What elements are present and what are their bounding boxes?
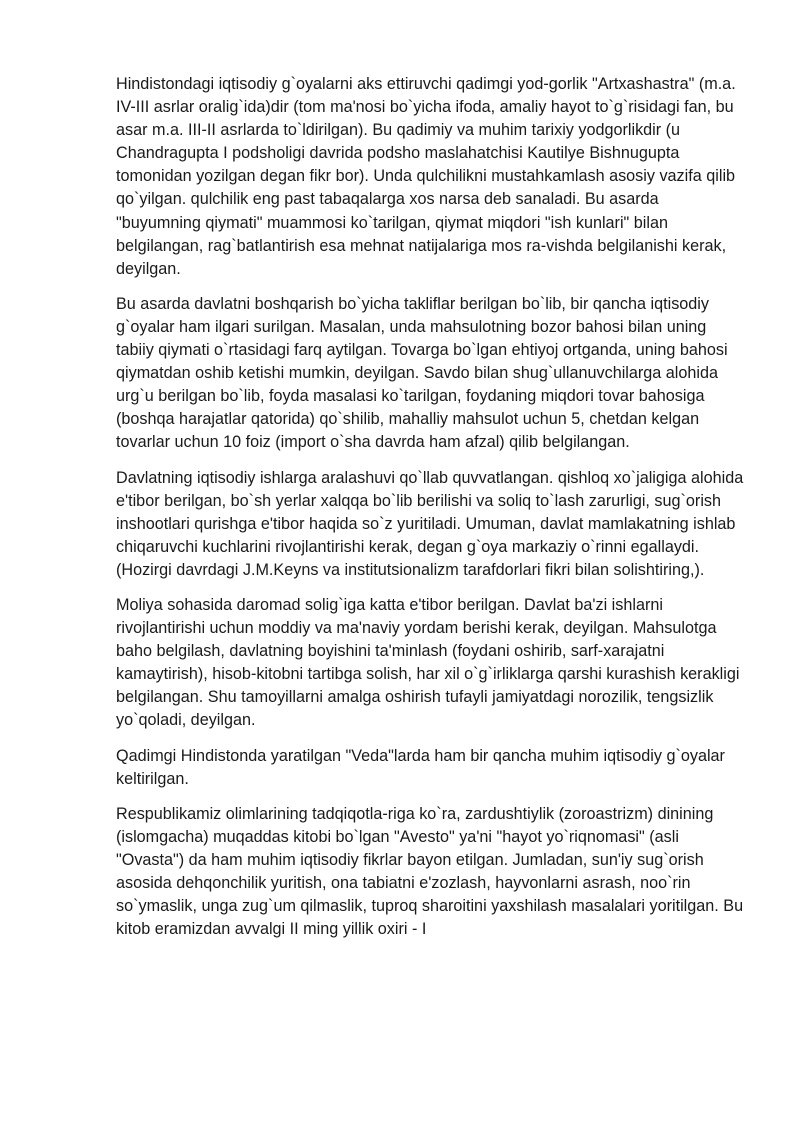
paragraph-finance: Moliya sohasida daromad solig`iga katta e'tibor berilgan. Davlat ba'zi ishlarni rivojlantirishi uchun moddiy va ma'naviy yordam berishi kerak, deyilgan. Mahsulotga baho belgilash, davlatning boyishini ta'minlash (foydani oshirib, sarf-xarajatni kamaytirish), hisob-kitobni tartibga solish, har xil o`g`irliklarga qarshi kurashish kerakligi belgilangan. Shu tamoyillarni amalga oshirish tufayli jamiyatdagi norozilik, tengsizlik yo`qoladi, deyilgan.: [116, 595, 740, 730]
paragraph-state-management: Bu asarda davlatni boshqarish bo`yicha takliflar berilgan bo`lib, bir qancha iqtisodiy g`oyalar ham ilgari surilgan. Masalan, unda mahsulotning bozor bahosi bilan uning tabiiy qiymati o`rtasidagi farq aytilgan. Tovarga bo`lgan ehtiyoj ortganda, uning bahosi qiymatdan oshib ketishi mumkin, deyilgan. Savdo bilan shug`ullanuvchilarga alohida urg`u berilgan bo`lib, foyda masalasi ko`tarilgan, foydaning miqdori tovar bahosiga (boshqa harajatlar qatorida) qo`shilib, mahalliy mahsulot uchun 5, chetdan kelgan tovarlar uchun 10 foiz (import o`sha davrda ham afzal) qilib belgilangan.: [116, 294, 728, 452]
paragraph-state-intervention: Davlatning iqtisodiy ishlarga aralashuvi qo`llab quvvatlangan. qishloq xo`jaligiga alohida e'tibor berilgan, bo`sh yerlar xalqqa bo`lib berilishi va soliq to`lash zarurligi, sug`orish inshootlari qurishga e'tibor haqida so`z yuritiladi. Umuman, davlat mamlakatning ishlab chiqaruvchi kuchlarini rivojlantirishi kerak, degan g`oya markaziy o`rinni egallaydi. (Hozirgi davrdagi J.M.Keyns va institutsionalizm tarafdorlari fikri bilan solishtiring,).: [116, 468, 744, 579]
document-body: [116, 73, 746, 953]
paragraph-artxashastra-intro: Hindistondagi iqtisodiy g`oyalarni aks ettiruvchi qadimgi yod-gorlik "Artxashastra" (m.a. IV-III asrlar oralig`ida)dir (tom ma'nosi bo`yicha ifoda, amaliy hayot to`g`risidagi fan, bu asar m.a. III-II asrlarda to`ldirilgan). Bu qadimiy va muhim tarixiy yodgorlikdir (u Chandragupta I podsholigi davrida podsho maslahatchisi Kautilye Bishnugupta tomonidan yozilgan degan fikr bor). Unda qulchilikni mustahkamlash asosiy vazifa qilib qo`yilgan. qulchilik eng past tabaqalarga xos narsa deb sanaladi. Bu asarda "buyumning qiymati" muammosi ko`tarilgan, qiymat miqdori "ish kunlari" bilan belgilangan, rag`batlantirish esa mehnat natijalariga mos ra-vishda belgilanishi kerak, deyilgan.: [116, 75, 736, 278]
paragraph-veda: Qadimgi Hindistonda yaratilgan "Veda"larda ham bir qancha muhim iqtisodiy g`oyalar keltirilgan.: [116, 746, 725, 788]
paragraph-avesto: Respublikamiz olimlarining tadqiqotla-riga ko`ra, zardushtiylik (zoroastrizm) dinining (islomgacha) muqaddas kitobi bo`lgan "Avesto" ya'ni "hayot yo`riqnomasi" (asli "Ovasta") da ham muhim iqtisodiy fikrlar bayon etilgan. Jumladan, sun'iy sug`orish asosida dehqonchilik yuritish, ona tabiatni e'zozlash, hayvonlarni asrash, noo`rin so`ymaslik, unga zug`um qilmaslik, tuproq sharoitini yaxshilash masalalari yoritilgan. Bu kitob eramizdan avvalgi II ming yillik oxiri - I: [116, 804, 744, 939]
